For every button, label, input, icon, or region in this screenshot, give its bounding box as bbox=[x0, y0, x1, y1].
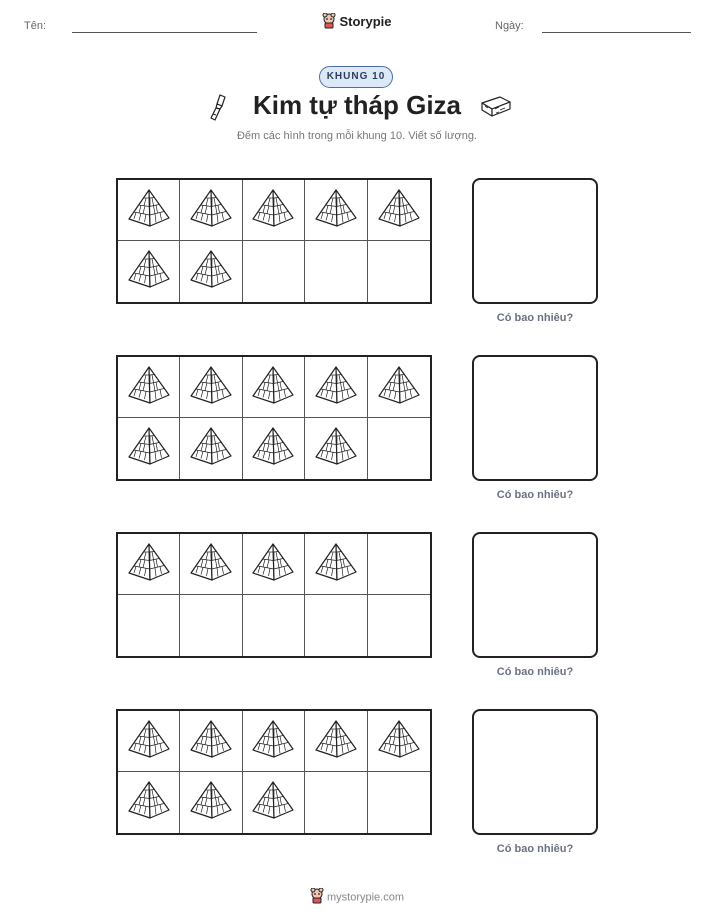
ten-frame-cell bbox=[305, 357, 367, 418]
pyramid-icon bbox=[188, 426, 234, 471]
pyramid-icon bbox=[126, 249, 172, 294]
ten-frame bbox=[116, 709, 432, 835]
ten-frame-cell bbox=[180, 180, 242, 241]
how-many-label: Có bao nhiêu? bbox=[496, 843, 574, 855]
ten-frame-cell bbox=[305, 534, 367, 595]
ten-frame-cell bbox=[180, 595, 242, 656]
ten-frame-cell bbox=[305, 418, 367, 479]
stone-block-icon bbox=[480, 94, 512, 123]
pyramid-icon bbox=[250, 780, 296, 825]
storypie-mascot-icon bbox=[322, 13, 336, 32]
ten-frame-cell bbox=[243, 180, 305, 241]
how-many-label: Có bao nhiêu? bbox=[496, 489, 574, 501]
pyramid-icon bbox=[188, 719, 234, 764]
ten-frame-cell bbox=[368, 772, 430, 833]
pyramid-icon bbox=[376, 188, 422, 233]
how-many-label: Có bao nhiêu? bbox=[496, 312, 574, 324]
ten-frame-cell bbox=[180, 711, 242, 772]
ten-frame-cell bbox=[368, 180, 430, 241]
ten-frame-cell bbox=[243, 357, 305, 418]
pyramid-icon bbox=[250, 542, 296, 587]
brand-name: Storypie bbox=[339, 13, 392, 29]
pyramid-icon bbox=[126, 780, 172, 825]
ten-frame-cell bbox=[243, 772, 305, 833]
ten-frame-cell bbox=[305, 241, 367, 302]
footer bbox=[0, 888, 714, 907]
ten-frame-cell bbox=[243, 241, 305, 302]
ten-frame-cell bbox=[305, 595, 367, 656]
ten-frame-cell bbox=[180, 418, 242, 479]
ten-frame-cell bbox=[305, 711, 367, 772]
pyramid-icon bbox=[126, 719, 172, 764]
worksheet-type-badge: KHUNG 10 bbox=[319, 66, 393, 88]
ten-frame-cell bbox=[368, 418, 430, 479]
pyramid-icon bbox=[313, 719, 359, 764]
name-label: Tên: bbox=[24, 20, 47, 32]
pyramid-icon bbox=[376, 719, 422, 764]
ten-frame bbox=[116, 178, 432, 304]
ten-frame-cell bbox=[243, 418, 305, 479]
pyramid-icon bbox=[126, 426, 172, 471]
brand-logo bbox=[0, 13, 714, 32]
pyramid-icon bbox=[188, 188, 234, 233]
ten-frame-cell bbox=[118, 711, 180, 772]
answer-box[interactable] bbox=[472, 709, 598, 835]
pyramid-icon bbox=[188, 542, 234, 587]
ten-frame-cell bbox=[243, 595, 305, 656]
pyramid-icon bbox=[313, 188, 359, 233]
ten-frame-cell bbox=[305, 772, 367, 833]
ten-frame-cell bbox=[305, 180, 367, 241]
pyramid-icon bbox=[250, 188, 296, 233]
ten-frame-cell bbox=[368, 711, 430, 772]
page-title: Kim tự tháp Giza bbox=[252, 90, 462, 120]
ten-frame-cell bbox=[243, 534, 305, 595]
answer-box[interactable] bbox=[472, 355, 598, 481]
ten-frame-cell bbox=[368, 595, 430, 656]
pyramid-icon bbox=[313, 542, 359, 587]
ten-frame-cell bbox=[180, 241, 242, 302]
ten-frame-cell bbox=[368, 241, 430, 302]
ten-frame bbox=[116, 355, 432, 481]
ten-frame bbox=[116, 532, 432, 658]
ten-frame-cell bbox=[118, 241, 180, 302]
storypie-mascot-icon bbox=[310, 888, 324, 907]
pyramid-icon bbox=[126, 542, 172, 587]
pyramid-icon bbox=[188, 365, 234, 410]
date-label: Ngày: bbox=[495, 20, 524, 32]
ten-frame-cell bbox=[118, 534, 180, 595]
ten-frame-cell bbox=[118, 180, 180, 241]
ten-frame-cell bbox=[118, 357, 180, 418]
ten-frame-cell bbox=[118, 772, 180, 833]
pyramid-icon bbox=[313, 365, 359, 410]
pyramid-icon bbox=[188, 249, 234, 294]
ten-frame-cell bbox=[368, 534, 430, 595]
pyramid-icon bbox=[376, 365, 422, 410]
pyramid-icon bbox=[313, 426, 359, 471]
pyramid-icon bbox=[250, 426, 296, 471]
date-line[interactable] bbox=[542, 32, 691, 33]
ten-frame-cell bbox=[368, 357, 430, 418]
pyramid-icon bbox=[126, 365, 172, 410]
ten-frame-cell bbox=[180, 772, 242, 833]
ten-frame-cell bbox=[243, 711, 305, 772]
ten-frame-cell bbox=[118, 418, 180, 479]
pyramid-icon bbox=[188, 780, 234, 825]
footer-url: mystorypie.com bbox=[326, 891, 405, 904]
ten-frame-cell bbox=[118, 595, 180, 656]
pyramid-icon bbox=[250, 365, 296, 410]
pyramid-icon bbox=[126, 188, 172, 233]
instructions: Đếm các hình trong mỗi khung 10. Viết số lượng. bbox=[236, 130, 477, 142]
pyramid-icon bbox=[250, 719, 296, 764]
ten-frame-cell bbox=[180, 534, 242, 595]
answer-box[interactable] bbox=[472, 178, 598, 304]
answer-box[interactable] bbox=[472, 532, 598, 658]
ten-frame-cell bbox=[180, 357, 242, 418]
name-line[interactable] bbox=[72, 32, 257, 33]
how-many-label: Có bao nhiêu? bbox=[496, 666, 574, 678]
